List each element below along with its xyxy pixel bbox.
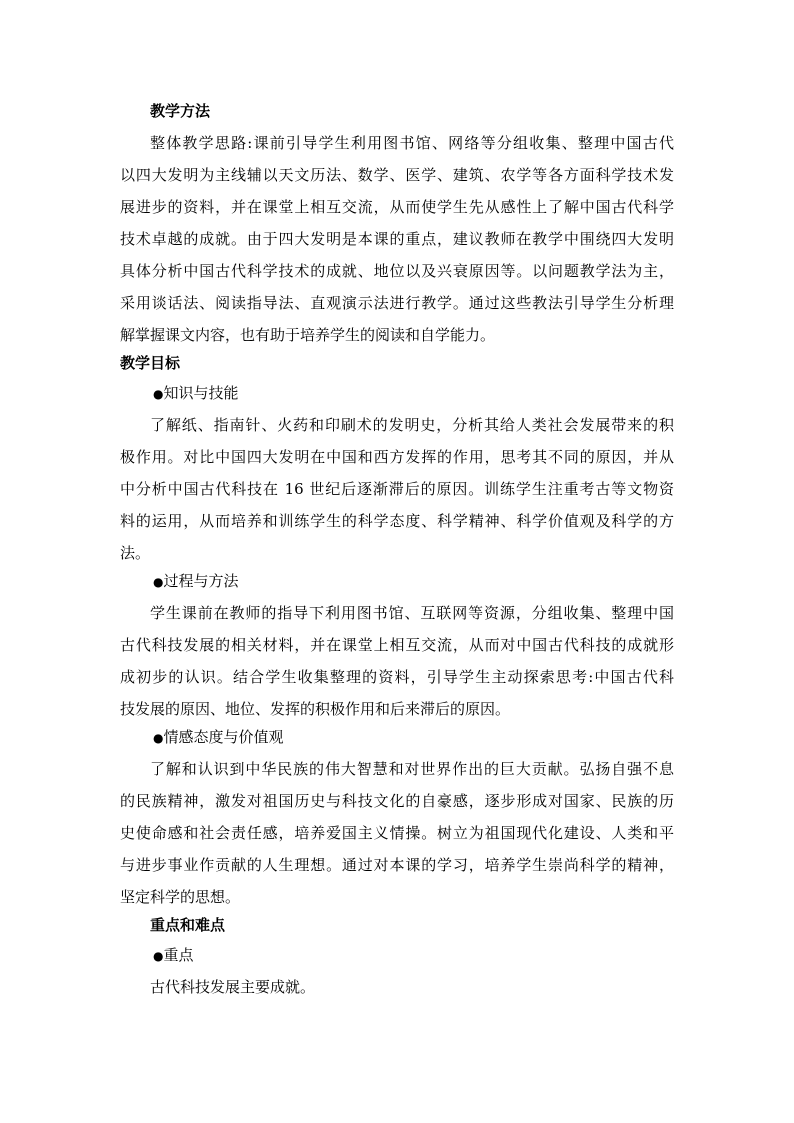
text-line: 古代科技发展的相关材料，并在课堂上相互交流，从而对中国古代科技的成就形 — [120, 636, 674, 654]
text-line: 法。 — [120, 544, 151, 562]
text-line: 的民族精神，激发对祖国历史与科技文化的自豪感，逐步形成对国家、民族的历 — [120, 792, 674, 810]
text-line: 采用谈话法、阅读指导法、直观演示法进行教学。通过这些教法引导学生分析理 — [120, 294, 674, 312]
subheading-label: 知识与技能 — [163, 384, 239, 402]
subheading-knowledge — [153, 383, 239, 404]
section-heading-methods: 教学方法 — [150, 102, 211, 120]
text-line: 具体分析中国古代科学技术的成就、地位以及兴衰原因等。以问题教学法为主， — [120, 262, 674, 280]
subheading-label: 情感态度与价值观 — [163, 728, 284, 746]
bullet-icon: ● — [153, 731, 164, 745]
subheading-focus — [153, 945, 194, 966]
focus-text: 古代科技发展主要成就。 — [150, 978, 316, 996]
text-line: 整体教学思路:课前引导学生利用图书馆、网络等分组收集、整理中国古代 — [150, 134, 674, 152]
bullet-icon: ● — [153, 949, 164, 963]
bullet-icon: ● — [153, 387, 164, 401]
subheading-label: 过程与方法 — [163, 572, 239, 590]
section-heading-goals: 教学目标 — [120, 354, 181, 372]
text-line: 解掌握课文内容，也有助于培养学生的阅读和自学能力。 — [120, 326, 496, 344]
text-line: 与进步事业作贡献的人生理想。通过对本课的学习，培养学生崇尚科学的精神， — [120, 856, 674, 874]
text-line: 史使命感和社会责任感，培养爱国主义情操。树立为祖国现代化建设、人类和平 — [120, 824, 674, 842]
subheading-label: 重点 — [163, 946, 194, 964]
text-line: 了解和认识到中华民族的伟大智慧和对世界作出的巨大贡献。弘扬自强不息 — [150, 760, 674, 778]
text-line: 技术卓越的成就。由于四大发明是本课的重点，建议教师在教学中围绕四大发明 — [120, 230, 674, 248]
bullet-icon: ● — [153, 575, 164, 589]
text-line: 技发展的原因、地位、发挥的积极作用和后来滞后的原因。 — [120, 700, 511, 718]
text-line: 料的运用，从而培养和训练学生的科学态度、科学精神、科学价值观及科学的方 — [120, 512, 674, 530]
text-line: 了解纸、指南针、火药和印刷术的发明史，分析其给人类社会发展带来的积 — [150, 416, 674, 434]
text-line: 极作用。对比中国四大发明在中国和西方发挥的作用，思考其不同的原因，并从 — [120, 448, 674, 466]
text-line: 学生课前在教师的指导下利用图书馆、互联网等资源，分组收集、整理中国 — [150, 604, 674, 622]
subheading-emotion — [153, 727, 284, 748]
text-line: 成初步的认识。结合学生收集整理的资料，引导学生主动探索思考:中国古代科 — [120, 668, 674, 686]
text-line: 以四大发明为主线辅以天文历法、数学、医学、建筑、农学等各方面科学技术发 — [120, 166, 674, 184]
subheading-process — [153, 571, 239, 592]
text-line: 展进步的资料，并在课堂上相互交流，从而使学生先从感性上了解中国古代科学 — [120, 198, 674, 216]
text-line: 坚定科学的思想。 — [120, 888, 241, 906]
section-heading-keypoints: 重点和难点 — [150, 916, 226, 934]
text-line: 中分析中国古代科技在 16 世纪后逐渐滞后的原因。训练学生注重考古等文物资 — [120, 480, 674, 498]
